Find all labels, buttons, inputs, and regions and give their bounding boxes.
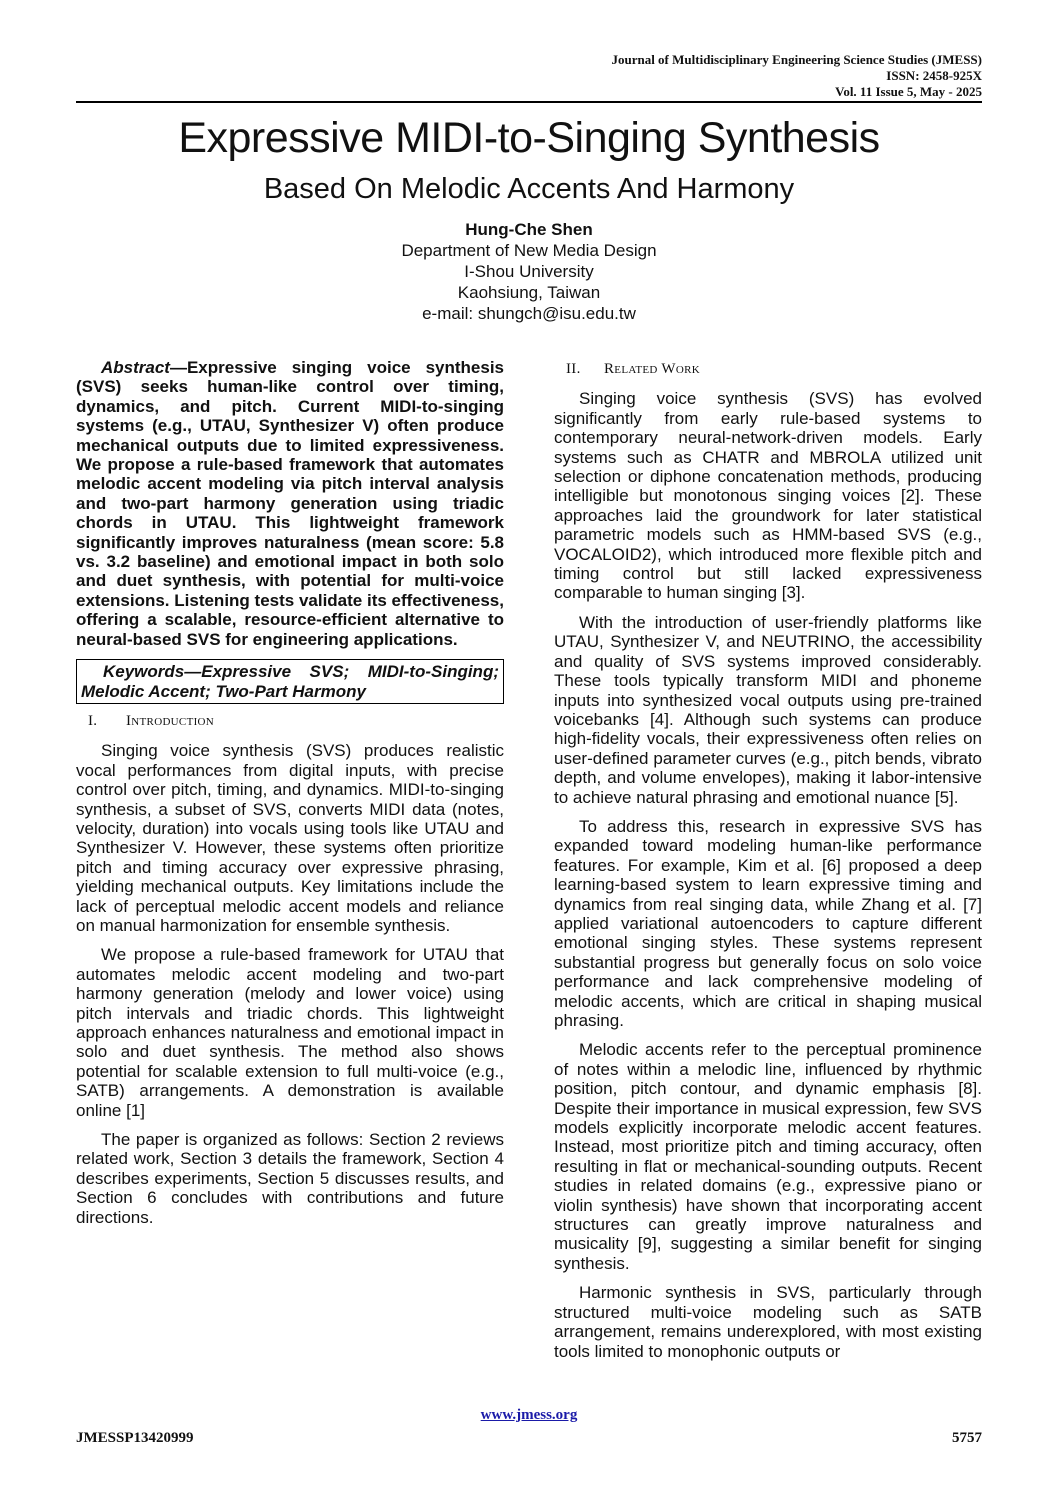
journal-issn: ISSN: 2458-925X — [886, 68, 982, 83]
abstract — [76, 358, 504, 649]
footer-paper-id: JMESSP13420999 — [76, 1430, 194, 1446]
journal-name: Journal of Multidisciplinary Engineering Science Studies (JMESS) — [611, 52, 982, 67]
section-title: Introduction — [126, 712, 215, 729]
keywords-box: Keywords—Expressive SVS; MIDI-to-Singing; Melodic Accent; Two-Part Harmony — [76, 659, 504, 704]
paragraph: Melodic accents refer to the perceptual prominence of notes within a melodic line, influenced by rhythmic position, pitch contour, and dynamic emphasis [8]. Despite their importance in musical expression, few SVS models explicitly incorporate melodic accent features. Instead, most prioritize pitch and timing accuracy, often resulting in flat or mechanical-sounding outputs. Recent studies in related domains (e.g., expressive piano or violin synthesis) have shown that incorporating accent structures can greatly improve naturalness and musicality [9], suggesting a similar benefit for singing synthesis. — [554, 1040, 982, 1273]
right-column — [554, 358, 982, 1371]
paragraph: Singing voice synthesis (SVS) has evolved significantly from early rule-based systems to contemporary neural-network-driven models. Early systems such as CHATR and MBROLA utilized unit selection or diphone concatenation methods, producing intelligible but monotonous singing voices [2]. These approaches laid the groundwork for later statistical parametric models such as HMM-based SVS (e.g., VOCALOID2), which introduced more flexible pitch and timing control but still lacked expressiveness comparable to human singing [3]. — [554, 389, 982, 603]
journal-header — [611, 52, 982, 100]
paragraph: With the introduction of user-friendly platforms like UTAU, Synthesizer V, and NEUTRINO, the accessibility and quality of SVS systems improved considerably. These tools typically transform MIDI and phoneme inputs into synthesized vocal outputs using pre-trained voicebanks [4]. Although such systems can produce high-fidelity vocals, their expressiveness often relies on user-defined parameter curves (e.g., pitch bends, vibrato depth, and volume envelopes), making it labor-intensive to achieve natural phrasing and emotional nuance [5]. — [554, 612, 982, 807]
author-department: Department of New Media Design — [401, 241, 657, 260]
journal-website-link[interactable]: www.jmess.org — [480, 1407, 578, 1423]
paragraph: To address this, research in expressive SVS has expanded toward modeling human-like performance features. For example, Kim et al. [6] proposed a deep learning-based system to learn expressive timing and dynamics from real singing data, while Zhang et al. [7] applied variational autoencoders to capture different emotional singing styles. These systems represent substantial progress but generally focus on solo voice performance and lack comprehensive modeling of melodic accents, which are critical in shaping musical phrasing. — [554, 816, 982, 1030]
paragraph: The paper is organized as follows: Section 2 reviews related work, Section 3 details the framework, Section 4 describes experiments, Section 5 discusses results, and Section 6 concludes with contributions and future directions. — [76, 1130, 504, 1227]
footer-page-number: 5757 — [952, 1430, 982, 1446]
paper-title: Expressive MIDI-to-Singing Synthesis — [178, 114, 880, 162]
paragraph: We propose a rule-based framework for UTAU that automates melodic accent modeling and two-part harmony generation (melody and lower voice) using pitch intervals and triadic chords. This lightweight approach enhances naturalness and emotional impact in solo and duet synthesis. The method also shows potential for scalable extension to full multi-voice (e.g., SATB) arrangements. A demonstration is available online [1] — [76, 945, 504, 1120]
left-column — [76, 358, 504, 1237]
footer-link — [0, 1407, 1058, 1424]
section-number: II. — [566, 361, 581, 377]
section-heading-introduction — [88, 712, 504, 731]
section-title: Related Work — [604, 361, 701, 377]
author-email: e-mail: shungch@isu.edu.tw — [422, 304, 636, 323]
author-university: I-Shou University — [464, 262, 594, 281]
author-name: Hung-Che Shen — [465, 220, 593, 239]
paragraph: Singing voice synthesis (SVS) produces realistic vocal performances from digital inputs, with precise control over pitch, timing, and dynamics. MIDI-to-singing synthesis, a subset of SVS, converts MIDI data (notes, velocity, duration) into vocals using tools like UTAU and Synthesizer V. However, these systems often prioritize pitch and timing accuracy over expressive phrasing, yielding mechanical outputs. Key limitations include the lack of perceptual melodic accent models and reliance on manual harmonization for ensemble synthesis. — [76, 741, 504, 935]
journal-volume: Vol. 11 Issue 5, May - 2025 — [835, 84, 982, 99]
author-location: Kaohsiung, Taiwan — [457, 283, 601, 302]
paper-subtitle: Based On Melodic Accents And Harmony — [263, 173, 795, 205]
section-heading-related-work — [566, 360, 982, 379]
abstract-text: —Expressive singing voice synthesis (SVS) seeks human-like control over timing, dynamics, and pitch. Current MIDI-to-singing systems (e.g., UTAU, Synthesizer V) often produce mechanical outputs due to limited expressiveness. We propose a rule-based framework that automates melodic accent modeling via pitch interval analysis and two-part harmony generation using triadic chords in UTAU. This lightweight framework significantly improves naturalness (mean score: 5.8 vs. 3.2 baseline) and emotional impact in both solo and duet synthesis, with potential for multi-voice extensions. Listening tests validate its effectiveness, offering a scalable, resource-efficient alternative to neural-based SVS for engineering applications. — [76, 358, 504, 649]
section-number: I. — [88, 712, 98, 729]
author-block — [76, 219, 982, 324]
header-divider — [76, 101, 982, 103]
abstract-lead: Abstract — [101, 358, 170, 377]
paragraph: Harmonic synthesis in SVS, particularly through structured multi-voice modeling such as SATB arrangement, remains underexplored, with most existing tools limited to monophonic outputs or — [554, 1283, 982, 1361]
